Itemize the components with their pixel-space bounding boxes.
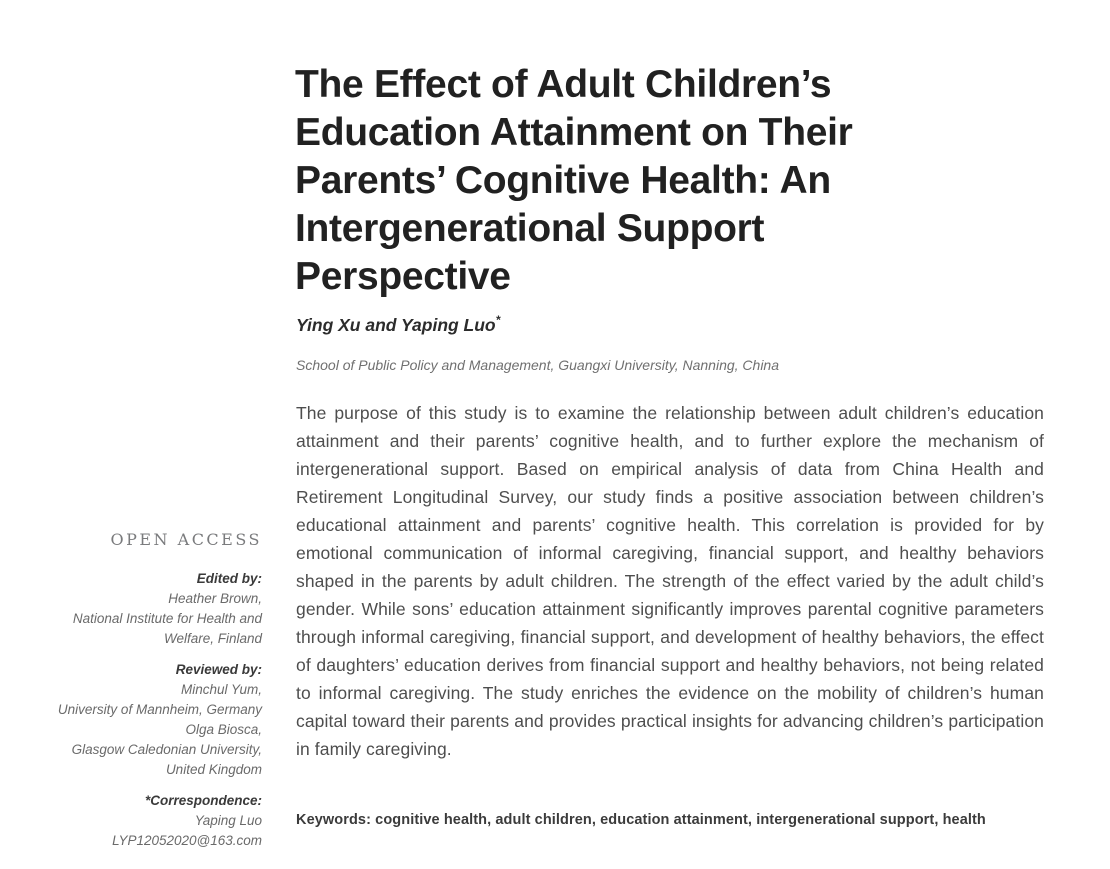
abstract-paragraph: The purpose of this study is to examine the relationship between adult children’s education attainment and their parents’ cognitive health, and to further explore the mechanism of intergenerational support. Based on empirical analysis of data from China Health and Retirement Longitudinal Survey, our study finds a positive association between children’s educational attainment and parents’ cognitive health. This correlation is provided for by emotional communication of informal caregiving, financial support, and healthy behaviors shaped in the parents by adult children. The strength of the effect varied by the adult child’s gender. While sons’ education attainment significantly improves parental cognitive parameters through informal caregiving, financial support, and development of healthy behaviors, the effect of daughters’ education derives from financial support and healthy behaviors, not being related to informal caregiving. The study enriches the evidence on the mobility of children’s human capital toward their parents and provides practical insights for advancing children’s participation in family caregiving.: [296, 403, 1044, 759]
correspondence-section: [0, 791, 262, 851]
correspondence-asterisk: *: [495, 313, 501, 327]
reviewer-affiliation-line: University of Mannheim, Germany: [57, 702, 262, 717]
title-line: Perspective: [295, 255, 511, 298]
author-names: Ying Xu and Yaping Luo: [296, 315, 496, 335]
reviewer-affiliation-line: United Kingdom: [165, 762, 262, 777]
reviewer-name: Olga Biosca,: [185, 722, 262, 737]
metadata-sidebar: [0, 530, 262, 851]
affiliation-line: School of Public Policy and Management, Guangxi University, Nanning, China: [296, 357, 779, 373]
correspondence-name: Yaping Luo: [194, 813, 262, 828]
reviewed-by-label: Reviewed by:: [175, 662, 262, 677]
open-access-label: OPEN ACCESS: [110, 530, 262, 549]
title-line: The Effect of Adult Children’s: [295, 63, 832, 106]
reviewer-affiliation-line: Glasgow Caledonian University,: [71, 742, 262, 757]
editor-affiliation-line: Welfare, Finland: [163, 631, 262, 646]
edited-by-section: [0, 569, 262, 649]
title-line: Parents’ Cognitive Health: An: [295, 159, 831, 202]
correspondence-email: LYP12052020@163.com: [112, 833, 262, 848]
correspondence-label: *Correspondence:: [144, 793, 262, 808]
editor-name: Heather Brown,: [168, 591, 262, 606]
edited-by-label: Edited by:: [196, 571, 262, 586]
title-line: Education Attainment on Their: [295, 111, 853, 154]
editor-affiliation-line: National Institute for Health and: [72, 611, 262, 626]
author-line: [296, 313, 500, 336]
title-line: Intergenerational Support: [295, 207, 765, 250]
keywords-line: Keywords: cognitive health, adult children, education attainment, intergenerational support, health: [296, 812, 986, 828]
reviewer-name: Minchul Yum,: [180, 682, 262, 697]
reviewed-by-section: [0, 660, 262, 780]
article-title: [295, 61, 1055, 301]
